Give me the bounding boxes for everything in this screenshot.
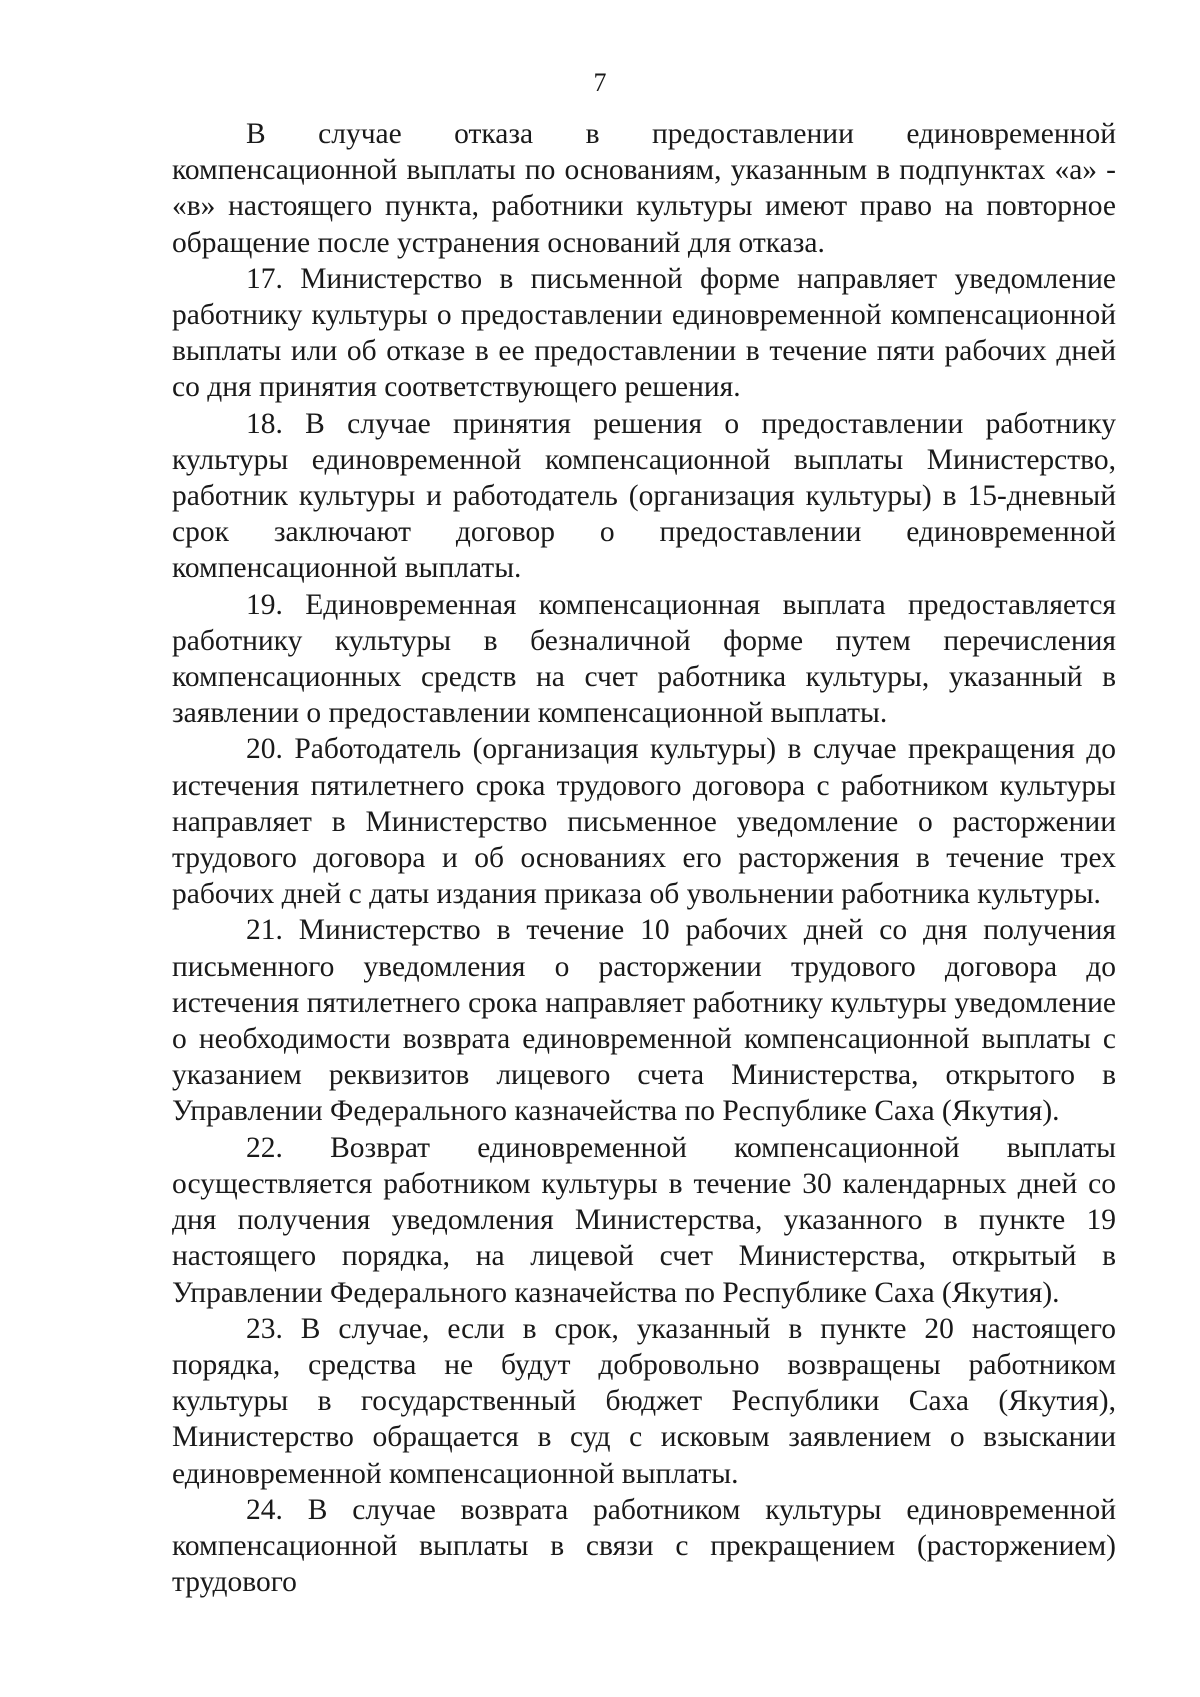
paragraph-20: 20. Работодатель (организация культуры) в случае прекращения до истечения пятилетнего срока трудового договора с работником культуры направляет в Министерство письменное уведомление о расторжении трудового договора и об основаниях его расторжения в течение трех рабочих дней с даты издания приказа об увольнении работника культуры. <box>172 733 1116 911</box>
paragraph-19: 19. Единовременная компенсационная выплата предоставляется работнику культуры в безналичной форме путем перечисления компенсационных средств на счет работника культуры, указанный в заявлении о предоставлении компенсационной выплаты. <box>172 588 1116 730</box>
paragraph-21: 21. Министерство в течение 10 рабочих дней со дня получения письменного уведомления о расторжении трудового договора до истечения пятилетнего срока направляет работнику культуры уведомление о необходимости возврата единовременной компенсационной выплаты с указанием реквизитов лицевого счета Министерства, открытого в Управлении Федерального казначейства по Республике Саха (Якутия). <box>172 914 1116 1128</box>
paragraph-17: 17. Министерство в письменной форме направляет уведомление работнику культуры о предоставлении единовременной компенсационной выплаты или об отказе в ее предоставлении в течение пяти рабочих дней со дня принятия соответствующего решения. <box>172 262 1116 404</box>
paragraph-22: 22. Возврат единовременной компенсационной выплаты осуществляется работником культуры в течение 30 календарных дней со дня получения уведомления Министерства, указанного в пункте 19 настоящего порядка, на лицевой счет Министерства, открытый в Управлении Федерального казначейства по Республике Саха (Якутия). <box>172 1131 1116 1309</box>
paragraph-refusal-reapplication: В случае отказа в предоставлении единовременной компенсационной выплаты по основаниям, указанным в подпунктах «а» - «в» настоящего пункта, работники культуры имеют право на повторное обращение после устранения оснований для отказа. <box>172 118 1116 259</box>
paragraph-23: 23. В случае, если в срок, указанный в пункте 20 настоящего порядка, средства не будут добровольно возвращены работником культуры в государственный бюджет Республики Саха (Якутия), Министерство обращается в суд с исковым заявлением о взыскании единовременной компенсационной выплаты. <box>172 1312 1116 1490</box>
paragraph-18: 18. В случае принятия решения о предоставлении работнику культуры единовременной компенсационной выплаты Министерство, работник культуры и работодатель (организация культуры) в 15-дневный срок заключают договор о предоставлении единовременной компенсационной выплаты. <box>172 407 1116 585</box>
page-number: 7 <box>593 68 607 97</box>
document-body <box>172 116 1116 1600</box>
paragraph-24: 24. В случае возврата работником культуры единовременной компенсационной выплаты в связи с прекращением (расторжением) трудового <box>172 1493 1116 1599</box>
